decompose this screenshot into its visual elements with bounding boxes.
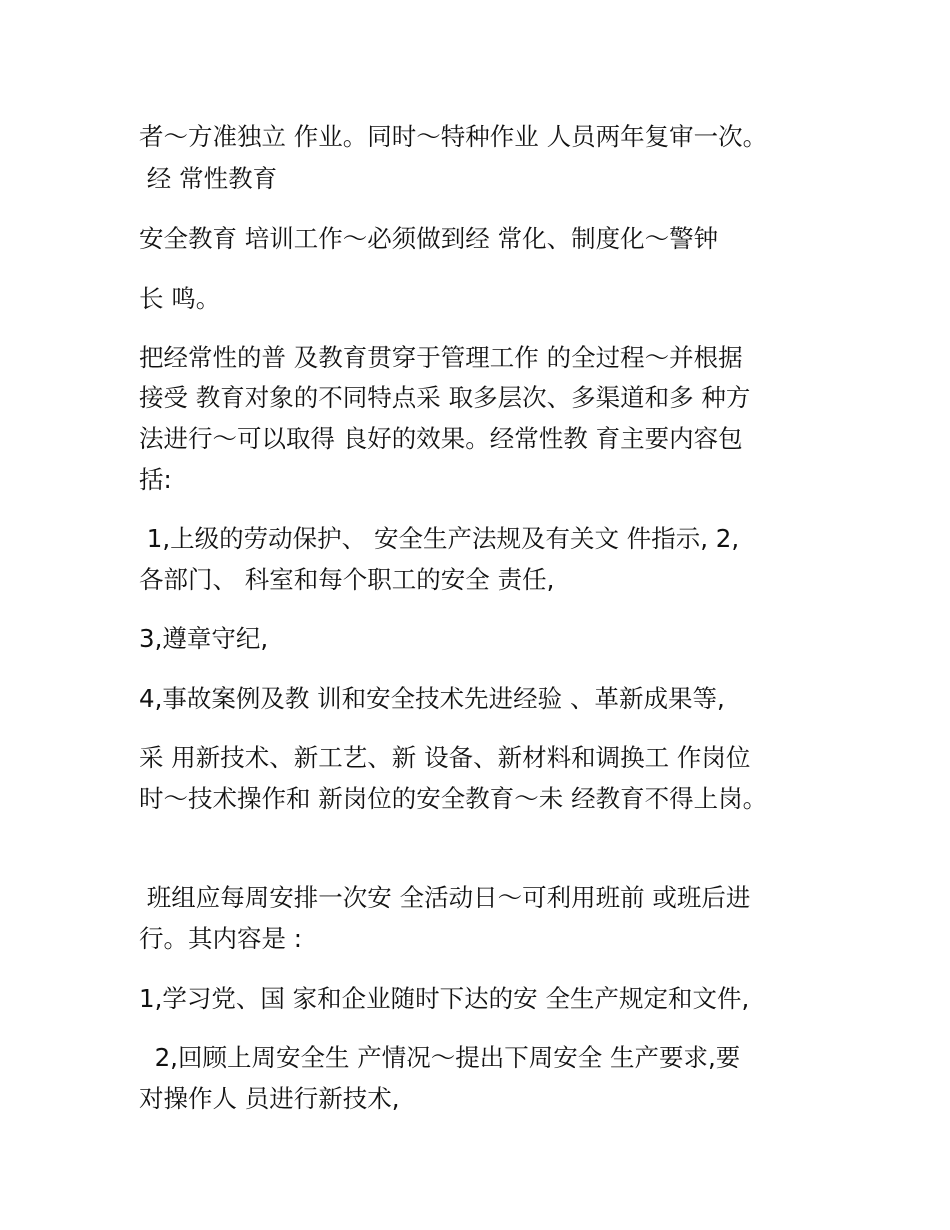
- text-line: 者～方准独立 作业。同时～特种作业 人员两年复审一次。: [139, 122, 768, 151]
- text-line: 括:: [139, 465, 172, 494]
- text-line: 各部门、 科室和每个职工的安全 责任,: [139, 565, 555, 594]
- text-line: 法进行～可以取得 良好的效果。经常性教 育主要内容包: [139, 424, 743, 453]
- text-line: 1,学习党、国 家和企业随时下达的安 全生产规定和文件,: [139, 984, 750, 1013]
- text-line: 时～技术操作和 新岗位的安全教育～未 经教育不得上岗。: [139, 784, 768, 813]
- text-line: 接受 教育对象的不同特点采 取多层次、多渠道和多 种方: [139, 383, 751, 412]
- text-line: 3,遵章守纪,: [139, 624, 269, 653]
- text-line: 把经常性的普 及教育贯穿于管理工作 的全过程～并根据: [139, 343, 743, 372]
- text-line: 安全教育 培训工作～必须做到经 常化、制度化～警钟: [139, 224, 719, 253]
- text-line: 对操作人 员进行新技术,: [139, 1084, 400, 1113]
- text-line: 1,上级的劳动保护、 安全生产法规及有关文 件指示, 2,: [139, 524, 740, 553]
- text-line: 行。其内容是 :: [139, 924, 303, 953]
- text-line: 长 鸣。: [139, 284, 221, 313]
- text-line: 采 用新技术、新工艺、新 设备、新材料和调换工 作岗位: [139, 743, 751, 772]
- text-line: 4,事故案例及教 训和安全技术先进经验 、革新成果等,: [139, 684, 725, 713]
- text-line: 经 常性教育: [139, 164, 278, 193]
- text-line: 2,回顾上周安全生 产情况～提出下周安全 生产要求,要: [139, 1043, 741, 1072]
- text-line: 班组应每周安排一次安 全活动日～可利用班前 或班后进: [139, 883, 751, 912]
